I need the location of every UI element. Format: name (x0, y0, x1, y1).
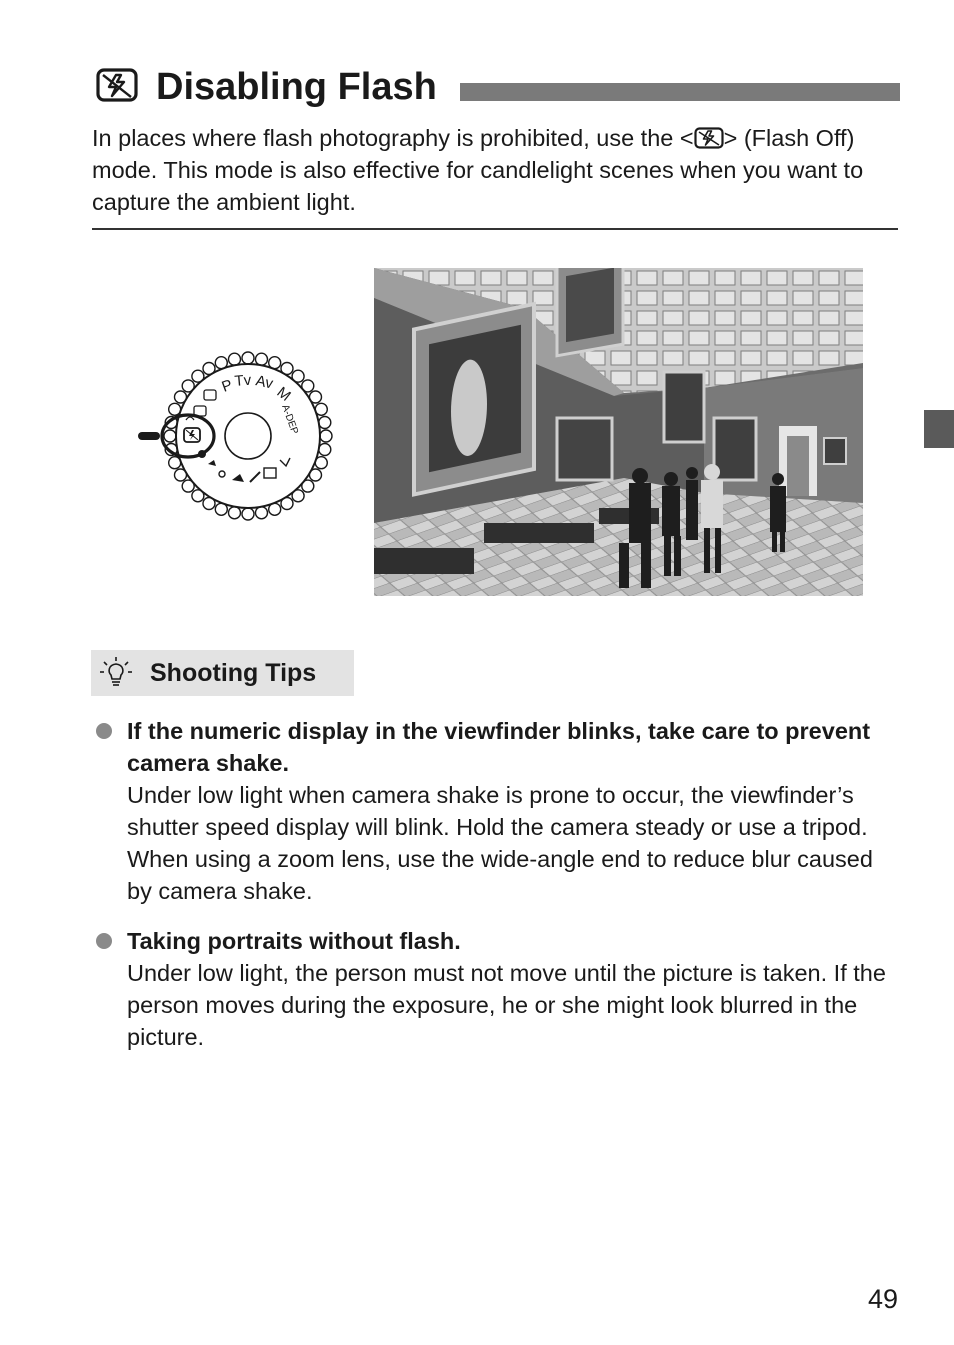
divider (92, 228, 898, 230)
title-bar (460, 83, 900, 101)
dial-label-av: Av (254, 372, 275, 393)
dial-ridge (229, 353, 241, 365)
shooting-tips-heading (91, 650, 354, 696)
tip-item (127, 925, 902, 1053)
bullet-icon (96, 723, 112, 739)
dial-label-tv: Tv (233, 371, 252, 390)
tip-item (127, 715, 902, 907)
dial-ridge (242, 352, 254, 364)
dial-ridge (256, 507, 268, 519)
tip-body: Under low light when camera shake is prone to occur, the viewfinder’s shutter speed display will blink. Hold the camera steady or use a tripod. When using a zoom lens, use the wide-angle end to reduce blur caused by camera shake. (127, 782, 873, 904)
bullet-icon (96, 933, 112, 949)
intro-text-end: > (Flash Off) mode. This mode is also effective for candlelight scenes when you want to capture the ambient light. (92, 125, 864, 215)
flash-off-icon (694, 127, 724, 149)
dial-ridge (242, 508, 254, 520)
page-title: Disabling Flash (156, 66, 437, 108)
intro-paragraph (92, 122, 900, 218)
intro-text-start: In places where flash photography is prohibited, use the < (92, 125, 694, 151)
shooting-tips-label: Shooting Tips (150, 659, 317, 687)
dial-ridge (319, 417, 331, 429)
dial-label-a-dep: A-DEP (279, 403, 300, 436)
dial-ridge (319, 444, 331, 456)
museum-gallery-photo (374, 268, 863, 596)
tip-body: Under low light, the person must not move until the picture is taken. If the person moves during the exposure, he or she might look blurred in the picture. (127, 960, 886, 1050)
mode-dial-icon (124, 350, 336, 522)
tip-heading: If the numeric display in the viewfinder blinks, take care to prevent camera shake. (127, 718, 871, 776)
page-header (92, 62, 900, 112)
flash-off-icon (96, 68, 138, 102)
dial-label-p: P (219, 376, 235, 396)
lightbulb-icon (99, 656, 133, 690)
dial-ridge (164, 430, 176, 442)
dial-ridge (229, 507, 241, 519)
page-number: 49 (867, 1284, 898, 1314)
chapter-tab (924, 410, 954, 448)
tip-heading: Taking portraits without flash. (127, 928, 461, 954)
dial-ridge (256, 353, 268, 365)
dial-ridge (320, 430, 332, 442)
dial-label-m: M (273, 383, 294, 405)
